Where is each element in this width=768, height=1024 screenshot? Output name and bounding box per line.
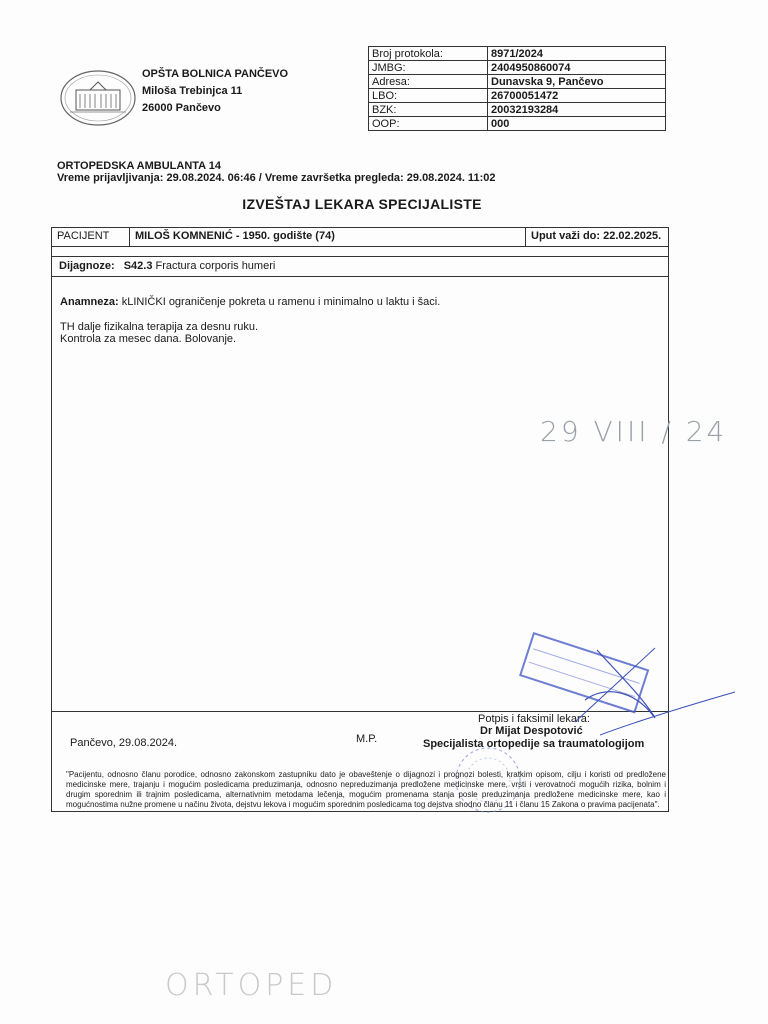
info-value: Dunavska 9, Pančevo (488, 75, 666, 89)
diagnosis-row (51, 256, 669, 277)
place-date: Pančevo, 29.08.2024. (70, 737, 178, 749)
hospital-city: 26000 Pančevo (142, 102, 221, 114)
clinic-name: ORTOPEDSKA AMBULANTA 14 (57, 160, 221, 172)
handwritten-date: 29 VIII / 24 (540, 415, 728, 448)
info-label: LBO: (369, 89, 488, 103)
referral-validity: Uput važi do: 22.02.2025. (531, 230, 662, 242)
handwritten-note: ORTOPED (165, 968, 338, 1003)
hospital-header (142, 66, 288, 117)
patient-label: PACIJENT (57, 230, 110, 242)
info-row-lbo (369, 89, 666, 103)
info-value: 000 (488, 117, 666, 131)
signature-stroke (600, 690, 740, 750)
legal-notice: "Pacijentu, odnosno članu porodice, odnosno zakonskom zastupniku dato je obaveštenje o dijagnozi i prognozi bolesti, kratkim opisom, cilju i koristi od predložene medicinske mere, trajanju i mogućim posledicama preduzimanja, odnosno nepreduzimanja predložene medicinske mere, vrsti i verovatnoći mogućih rizika, bolnim i drugim sporednim ili trajnim posledicama, alternativnim metodama lečenja, mogućim promenama stanja posle preduzimanja predložene medicinske mere, kao i mogućnostima nužne promene u načinu života, dejstvu lekova i mogućim sporednim posledicama tog dejstva shodno članu 11 i članu 15 Zakona o pravima pacijenata". (66, 770, 666, 809)
info-value: 20032193284 (488, 103, 666, 117)
cell-divider (525, 227, 526, 246)
info-value: 8971/2024 (488, 47, 666, 61)
signature-label: Potpis i faksimil lekara: (478, 713, 590, 725)
anamnesis (60, 296, 440, 308)
info-row-oop (369, 117, 666, 131)
hospital-street: Miloša Trebinjca 11 (142, 85, 243, 97)
hospital-logo (60, 70, 136, 126)
therapy-line: Kontrola za mesec dana. Bolovanje. (60, 333, 237, 345)
info-value: 26700051472 (488, 89, 666, 103)
anamnesis-text: kLINIČKI ograničenje pokreta u ramenu i minimalno u laktu i šaci. (121, 296, 441, 308)
info-label: BZK: (369, 103, 488, 117)
info-row-jmbg (369, 61, 666, 75)
visit-times: Vreme prijavljivanja: 29.08.2024. 06:46 / Vreme završetka pregleda: 29.08.2024. 11:02 (57, 172, 496, 184)
info-label: OOP: (369, 117, 488, 131)
info-row-address (369, 75, 666, 89)
doctor-name: Dr Mijat Despotović (480, 725, 583, 737)
patient-info-table (368, 46, 666, 131)
diagnosis-label: Dijagnoze: (59, 260, 115, 272)
info-row-protocol (369, 47, 666, 61)
info-label: Adresa: (369, 75, 488, 89)
info-label: Broj protokola: (369, 47, 488, 61)
clinic-header (57, 160, 495, 184)
diagnosis-text: Fractura corporis humeri (155, 260, 276, 272)
patient-row (51, 227, 669, 247)
info-row-bzk (369, 103, 666, 117)
patient-name: MILOŠ KOMNENIĆ - 1950. godište (74) (135, 230, 335, 242)
anamnesis-label: Anamneza: (60, 296, 119, 308)
hospital-name: OPŠTA BOLNICA PANČEVO (142, 68, 289, 80)
diagnosis-code: S42.3 (123, 260, 153, 272)
doctor-specialty: Specijalista ortopedije sa traumatologijom (423, 738, 645, 750)
document-title: IZVEŠTAJ LEKARA SPECIJALISTE (242, 196, 482, 212)
info-value: 2404950860074 (488, 61, 666, 75)
mp-label: M.P. (356, 733, 378, 745)
cell-divider (129, 227, 130, 246)
therapy-line: TH dalje fizikalna terapija za desnu ruku. (60, 321, 259, 333)
info-label: JMBG: (369, 61, 488, 75)
